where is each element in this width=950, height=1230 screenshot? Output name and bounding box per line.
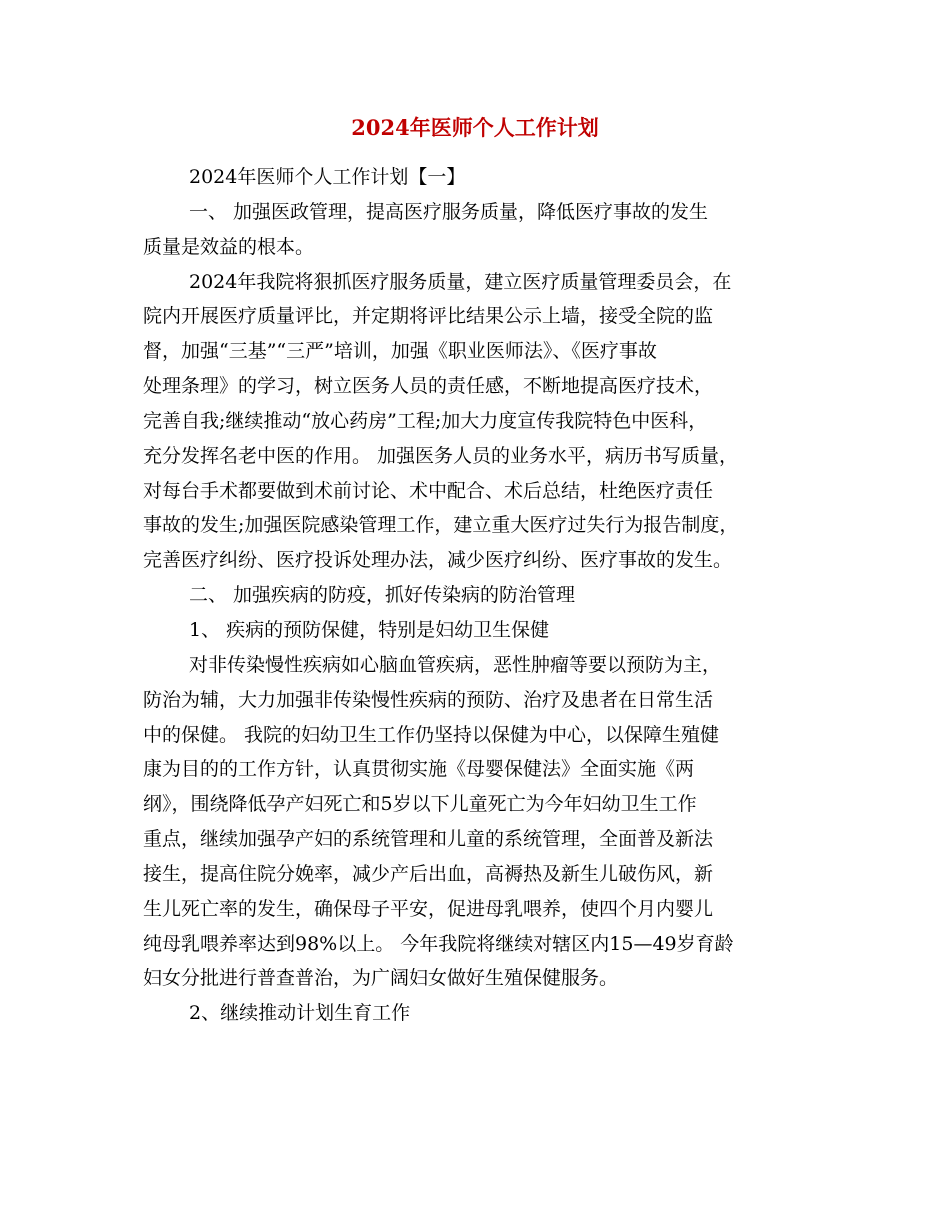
section-heading: 2024年医师个人工作计划【一】 bbox=[189, 166, 466, 188]
paragraph-line: 妇女分批进行普查普治，为广阔妇女做好生殖保健服务。 bbox=[143, 967, 619, 990]
paragraph-line: 纯母乳喂养率达到98%以上。 今年我院将继续对辖区内15—49岁育龄 bbox=[143, 932, 734, 955]
paragraph-line: 康为目的的工作方针，认真贯彻实施《母婴保健法》全面实施《两 bbox=[143, 758, 695, 781]
paragraph-line: 院内开展医疗质量评比，并定期将评比结果公示上墙，接受全院的监 bbox=[143, 305, 714, 328]
paragraph-line: 生儿死亡率的发生，确保母子平安，促进母乳喂养，使四个月内婴儿 bbox=[143, 897, 714, 920]
paragraph-line: 对非传染慢性疾病如心脑血管疾病，恶性肿瘤等要以预防为主， bbox=[189, 653, 722, 676]
paragraph-line: 纲》，围绕降低孕产妇死亡和5岁以下儿童死亡为今年妇幼卫生工作 bbox=[143, 793, 697, 816]
paragraph-line: 质量是效益的根本。 bbox=[143, 235, 315, 258]
paragraph-line: 充分发挥名老中医的作用。 加强医务人员的业务水平，病历书写质量， bbox=[143, 444, 739, 467]
paragraph-line: 事故的发生;加强医院感染管理工作，建立重大医疗过失行为报告制度， bbox=[143, 514, 739, 537]
document-body bbox=[143, 160, 823, 1031]
paragraph-line: 重点，继续加强孕产妇的系统管理和儿童的系统管理，全面普及新法 bbox=[143, 828, 714, 851]
paragraph-line: 完善自我;继续推动“放心药房”工程;加大力度宣传我院特色中医科， bbox=[143, 409, 708, 432]
paragraph-line: 督，加强“三基”“三严”培训，加强《职业医师法》、《医疗事故 bbox=[143, 340, 657, 363]
subsection-heading: 2、继续推动计划生育工作 bbox=[189, 1002, 411, 1025]
paragraph-line: 完善医疗纠纷、医疗投诉处理办法，减少医疗纠纷、医疗事故的发生。 bbox=[143, 549, 733, 572]
paragraph-line: 一、 加强医政管理，提高医疗服务质量，降低医疗事故的发生 bbox=[189, 200, 709, 223]
subsection-heading: 1、 疾病的预防保健，特别是妇幼卫生保健 bbox=[189, 618, 550, 641]
paragraph-line: 接生，提高住院分娩率，减少产后出血，高褥热及新生儿破伤风，新 bbox=[143, 862, 714, 885]
paragraph-line: 防治为辅，大力加强非传染慢性疾病的预防、治疗及患者在日常生活 bbox=[143, 688, 714, 711]
paragraph-line: 处理条理》的学习，树立医务人员的责任感，不断地提高医疗技术， bbox=[143, 375, 714, 398]
page-title: 2024年医师个人工作计划 bbox=[351, 115, 599, 140]
section-heading: 二、 加强疾病的防疫，抓好传染病的防治管理 bbox=[189, 584, 576, 607]
paragraph-line: 对每台手术都要做到术前讨论、术中配合、术后总结，杜绝医疗责任 bbox=[143, 479, 714, 502]
paragraph-line: 中的保健。 我院的妇幼卫生工作仍坚持以保健为中心，以保障生殖健 bbox=[143, 723, 720, 746]
paragraph-line: 2024年我院将狠抓医疗服务质量，建立医疗质量管理委员会，在 bbox=[189, 270, 732, 293]
